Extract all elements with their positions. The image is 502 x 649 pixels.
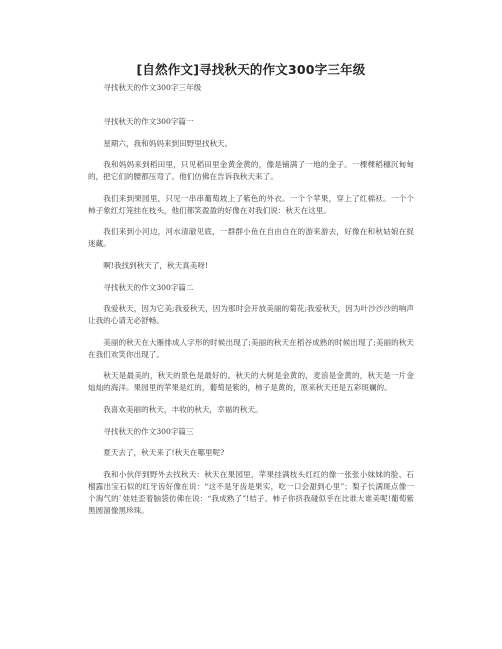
paragraph: 我爱秋天，因为它美;我爱秋天，因为那时会开放美丽的菊花;我爱秋天，因为叶沙沙沙的响声让我的心请无必舒畅。 bbox=[88, 304, 414, 326]
paragraph-heading-1: 寻找秋天的作文300字篇一 bbox=[103, 117, 194, 126]
paragraph-heading-3: 寻找秋天的作文300字篇三 bbox=[103, 426, 194, 436]
document-body bbox=[88, 82, 414, 526]
paragraph: 夏天去了，秋天来了!秋天在哪里呢? bbox=[103, 448, 225, 458]
paragraph-heading-2: 寻找秋天的作文300字篇二 bbox=[103, 282, 194, 292]
document-title: [自然作文]寻找秋天的作文300字三年级 bbox=[136, 62, 366, 77]
paragraph-subtitle: 寻找秋天的作文300字三年级 bbox=[103, 83, 202, 92]
paragraph: 我们来到果园里，只见一串串葡萄坡上了紫色的外衣。一个个苹果，穿上了红棉袄。一个个柿子象红灯笼挂在枝头，他们都笑盈盈的好像在对我们说：秋天在这里。 bbox=[88, 193, 414, 215]
paragraph: 美丽的秋天在大雁排成人字形的时候出现了;美丽的秋天在稻谷成熟的时候出现了;美丽的秋天在我们欢笑你出现了。 bbox=[88, 337, 414, 359]
paragraph: 我和小伙伴到野外去找秋天：秋天在果园里，苹果挂满枝头红红的像一张张小妹妹的脸、石榴露出宝石似的红牙齿好像在说：“这不是牙齿是果实，吃一口会甜到心里”；梨子长满斑点像一个淘气的`娃娃歪着脑袋仿佛在说：“我成熟了”!桔子、柿子你挤我碰似乎在比谁大谁美呢!葡萄紫黑圆溜像黑珍珠。 bbox=[88, 469, 414, 515]
paragraph: 啊!我找到秋天了，秋天真美呀! bbox=[103, 260, 209, 270]
paragraph: 秋天是最美的，秋天的景色是最好的。秋天的大树是金黄的，麦浪是金黄的，秋天是一片金灿灿的海洋。果园里的苹果是红的，葡萄是紫的，柿子是黄的，原来秋天还是五彩斑斓的。 bbox=[88, 371, 414, 393]
paragraph: 星期六，我和妈妈来到田野里找秋天。 bbox=[103, 138, 233, 148]
paragraph: 我们来到小河边，河水清澈见底，一群群小鱼在自由自在的游来游去，好像在和秋姑娘在捉迷藏。 bbox=[88, 227, 414, 249]
paragraph: 我喜欢美丽的秋天，丰收的秋天，幸福的秋天。 bbox=[103, 404, 263, 414]
paragraph: 我和妈妈来到稻田里，只见稻田里金黄金黄的，像是铺满了一地的金子。一棵棵稻穗沉甸甸的，把它们的腰都压弯了。他们仿佛在告诉我秋天来了。 bbox=[88, 160, 414, 182]
